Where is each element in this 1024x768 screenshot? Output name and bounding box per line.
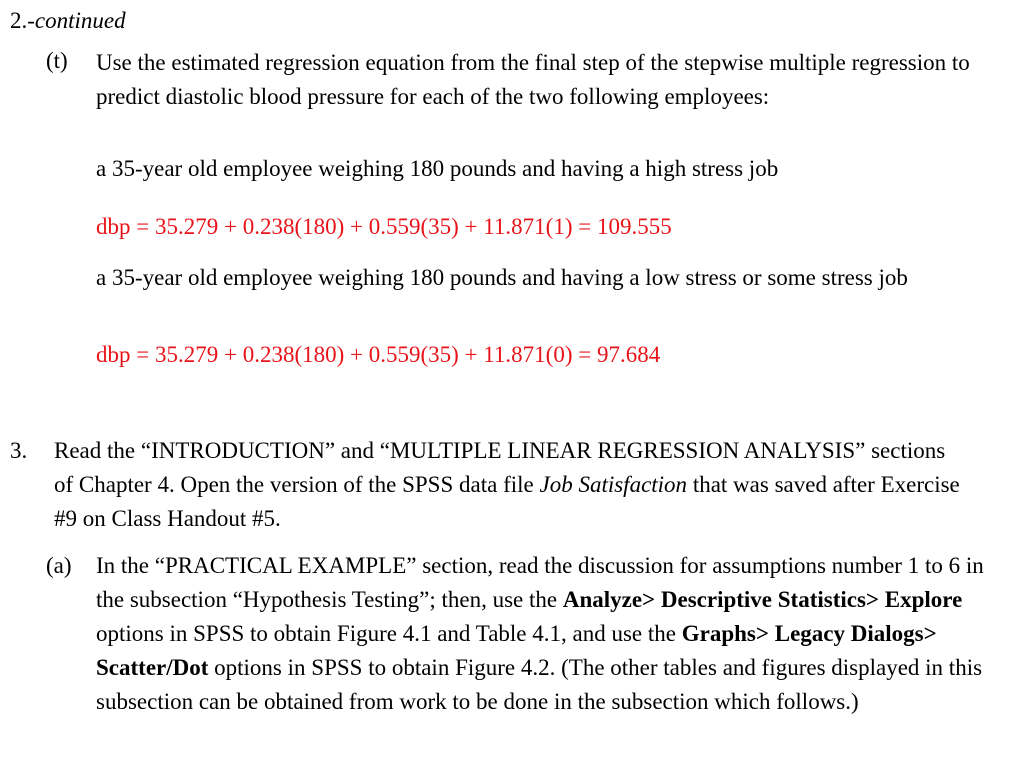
continued-label: continued (34, 8, 126, 33)
section-header (10, 4, 126, 38)
item-3-number: 3. (10, 438, 28, 463)
case-low-stress: a 35-year old employee weighing 180 pounds and having a low stress or some stress job (96, 265, 908, 290)
part-a-seg3: options in SPSS to obtain Figure 4.2. (The other tables and figures displayed in this subsection can be obtained from work to be done in the subsection which follows.) (96, 655, 983, 714)
answer-high-stress: dbp = 35.279 + 0.238(180) + 0.559(35) + 11.871(1) = 109.555 (96, 214, 672, 239)
part-a-seg1: In the “PRACTICAL EXAMPLE” section, read the discussion for assumptions number 1 to 6 in the subsection “Hypothesis Testing”; then, use the (96, 553, 984, 612)
case-high-stress: a 35-year old employee weighing 180 pounds and having a high stress job (96, 156, 779, 181)
answer-low-stress: dbp = 35.279 + 0.238(180) + 0.559(35) + 11.871(0) = 97.684 (96, 342, 661, 367)
part-t-question: Use the estimated regression equation from the final step of the stepwise multiple regression to predict diastolic blood pressure for each of the two following employees: (96, 50, 970, 109)
part-t-label: (t) (46, 48, 68, 73)
item-3-text-after: that was saved after Exercise #9 on Class Handout #5. (54, 472, 960, 531)
menu-path-explore: Analyze> Descriptive Statistics> Explore (562, 587, 963, 612)
menu-path-scatter: Graphs> Legacy Dialogs> Scatter/Dot (96, 621, 937, 680)
item-3-text-before: Read the “INTRODUCTION” and “MULTIPLE LINEAR REGRESSION ANALYSIS” sections of Chapter 4. Open the version of the SPSS data file (54, 438, 946, 497)
item-3-text (54, 434, 969, 536)
part-a-label: (a) (46, 553, 72, 578)
part-a-text (96, 549, 1011, 719)
spss-file-name: Job Satisfaction (539, 472, 688, 497)
section-number: 2.- (10, 8, 35, 33)
part-a-seg2: options in SPSS to obtain Figure 4.1 and Table 4.1, and use the (96, 621, 682, 646)
